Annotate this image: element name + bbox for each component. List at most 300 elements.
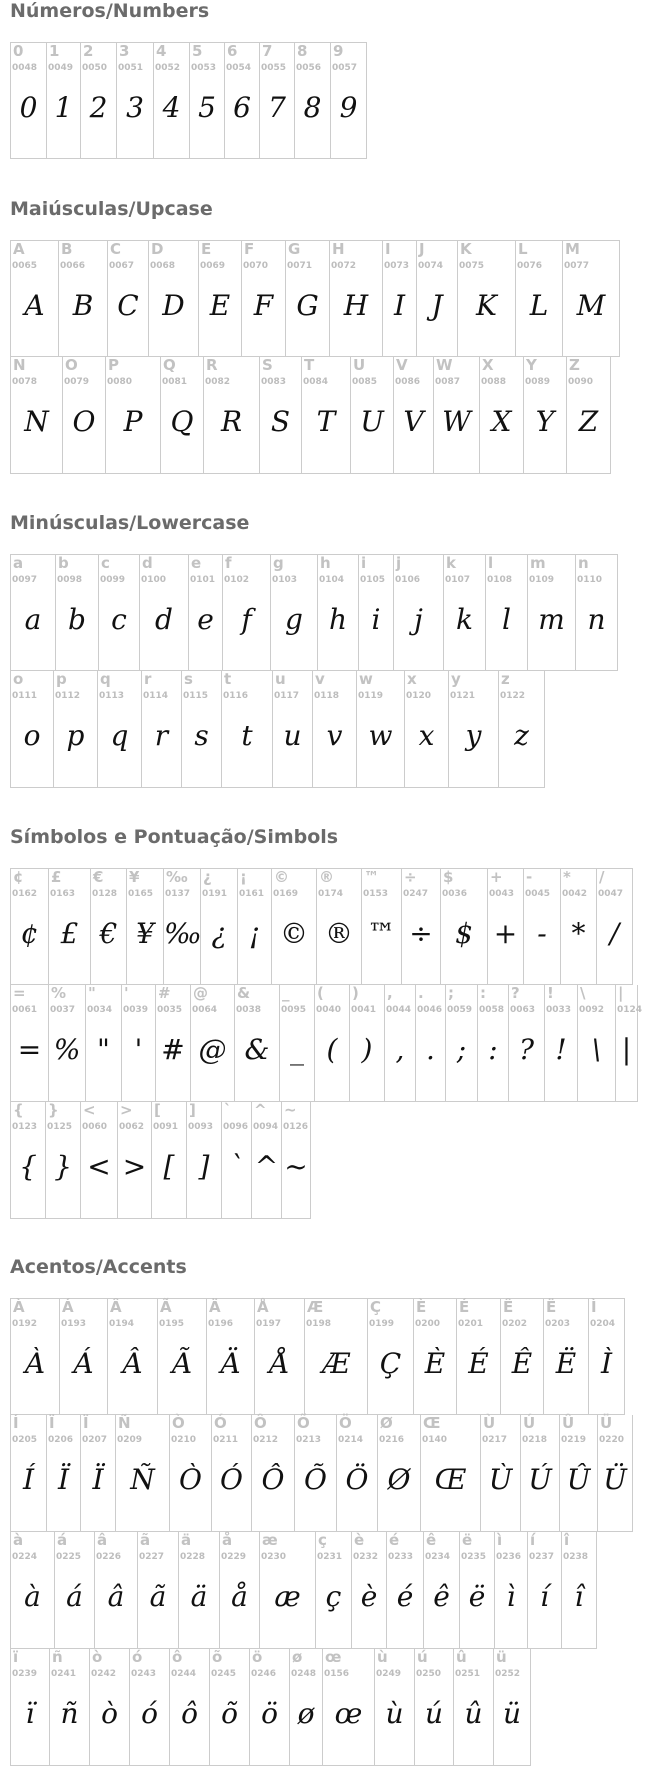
glyph-sample: t: [241, 719, 253, 752]
character-label: i: [361, 554, 367, 572]
character-label: ü: [496, 1648, 507, 1666]
character-label: ø: [292, 1648, 303, 1666]
character-label: á: [57, 1531, 68, 1549]
character-code: 0093: [188, 1122, 214, 1132]
character-code: 0085: [352, 377, 378, 387]
glyph-cell: [433, 357, 479, 474]
glyph-sample: ä: [190, 1580, 208, 1613]
glyph-cell: [384, 985, 415, 1102]
glyph-cell: [304, 1298, 367, 1415]
glyph-sample: Ê: [511, 1347, 533, 1380]
glyph-cell: [577, 985, 615, 1102]
glyph-row: [10, 1415, 660, 1532]
glyph-cell: [485, 554, 527, 671]
character-code: 0205: [12, 1435, 38, 1445]
glyph-cell: [508, 985, 544, 1102]
character-code: 0045: [525, 889, 551, 899]
character-code: 0174: [318, 889, 344, 899]
glyph-sample: ì: [506, 1580, 516, 1613]
glyph-sample: M: [576, 289, 606, 322]
glyph-sample: \: [591, 1033, 602, 1066]
glyph-sample: å: [231, 1580, 248, 1613]
glyph-cell: [221, 1102, 251, 1219]
glyph-cell: [317, 554, 358, 671]
glyph-cell: [10, 868, 48, 985]
glyph-cell: [46, 42, 80, 159]
character-label: u: [275, 670, 286, 688]
character-label: 0: [13, 42, 24, 60]
character-code: 0094: [253, 1122, 279, 1132]
character-code: 0052: [155, 63, 181, 73]
glyph-cell: [416, 240, 457, 357]
glyph-cell: [254, 1298, 304, 1415]
glyph-cell: [279, 985, 314, 1102]
glyph-sample: E: [209, 289, 231, 322]
glyph-cell: [10, 1298, 59, 1415]
glyph-cell: [169, 1649, 209, 1766]
glyph-sample: K: [476, 289, 497, 322]
glyph-sample: Ã: [171, 1347, 193, 1380]
character-code: 0077: [564, 261, 590, 271]
glyph-cell: [139, 554, 188, 671]
character-label: À: [13, 1298, 25, 1316]
character-label: P: [108, 356, 119, 374]
glyph-sample: ¡: [248, 917, 261, 950]
glyph-cell: [141, 671, 181, 788]
character-code: 0066: [60, 261, 86, 271]
section-title: Símbolos e Pontuação/Simbols: [10, 826, 339, 848]
character-code: 0061: [12, 1005, 38, 1015]
character-code: 0224: [12, 1552, 38, 1562]
glyph-cell: [222, 554, 270, 671]
character-label: ¢: [13, 868, 24, 886]
glyph-cell: [10, 554, 55, 671]
glyph-sample: I: [393, 289, 406, 322]
character-label: ;: [448, 984, 454, 1002]
character-code: 0212: [253, 1435, 279, 1445]
glyph-cell: [181, 671, 221, 788]
glyph-sample: Ï: [57, 1463, 70, 1496]
character-code: 0039: [123, 1005, 149, 1015]
character-code: 0196: [208, 1319, 234, 1329]
glyph-cell: [10, 1415, 46, 1532]
glyph-sample: €: [99, 917, 118, 950]
glyph-cell: [393, 554, 443, 671]
glyph-cell: [523, 357, 566, 474]
glyph-sample: O: [72, 405, 96, 438]
glyph-cell: [445, 985, 477, 1102]
character-label: ï: [13, 1648, 19, 1666]
glyph-cell: [10, 240, 58, 357]
character-code: 0035: [157, 1005, 183, 1015]
character-label: z: [501, 670, 510, 688]
character-code: 0244: [171, 1669, 197, 1679]
glyph-sample: ,: [395, 1033, 405, 1066]
character-label: ë: [462, 1531, 473, 1549]
glyph-cell: [129, 1649, 169, 1766]
glyph-sample: Ò: [179, 1463, 202, 1496]
glyph-cell: [596, 868, 633, 985]
glyph-sample: 3: [126, 91, 144, 124]
character-label: Œ: [423, 1414, 441, 1432]
glyph-cell: [190, 985, 234, 1102]
glyph-sample: ®: [325, 917, 353, 950]
character-code: 0226: [96, 1552, 122, 1562]
glyph-cell: [224, 42, 259, 159]
glyph-sample: Ë: [555, 1347, 577, 1380]
glyph-sample: X: [491, 405, 512, 438]
character-code: 0096: [223, 1122, 249, 1132]
character-code: 0128: [92, 889, 118, 899]
glyph-sample: l: [502, 603, 511, 636]
glyph-sample: Ñ: [130, 1463, 155, 1496]
character-label: ": [88, 984, 96, 1002]
character-code: 0100: [141, 575, 167, 585]
character-code: 0192: [12, 1319, 38, 1329]
glyph-cell: [10, 985, 48, 1102]
character-label: ò: [92, 1648, 103, 1666]
glyph-sample: õ: [221, 1697, 238, 1730]
glyph-sample: (: [326, 1033, 338, 1066]
glyph-sample: -: [537, 917, 547, 950]
character-code: 0058: [479, 1005, 505, 1015]
character-label: Â: [110, 1298, 122, 1316]
character-label: È: [416, 1298, 427, 1316]
character-label: ú: [417, 1648, 428, 1666]
character-label: Æ: [307, 1298, 324, 1316]
character-label: Õ: [297, 1414, 310, 1432]
character-label: t: [224, 670, 232, 688]
glyph-sample: h: [328, 603, 348, 636]
character-label: |: [618, 984, 624, 1002]
character-code: 0193: [61, 1319, 87, 1329]
character-code: 0041: [351, 1005, 377, 1015]
character-label: d: [142, 554, 153, 572]
glyph-sample: U: [360, 405, 384, 438]
glyph-sample: ': [134, 1033, 143, 1066]
glyph-cell: [588, 1298, 625, 1415]
character-code: 0068: [150, 261, 176, 271]
glyph-sample: ": [97, 1033, 110, 1066]
character-label: 5: [192, 42, 203, 60]
glyph-sample: W: [442, 405, 471, 438]
section-lowercase: [10, 512, 660, 788]
character-label: U: [353, 356, 366, 374]
character-code: 0194: [109, 1319, 135, 1329]
character-code: 0038: [236, 1005, 262, 1015]
character-code: 0089: [525, 377, 551, 387]
character-label: 4: [156, 42, 167, 60]
glyph-sample: ~: [284, 1150, 308, 1183]
glyph-sample: c: [111, 603, 127, 636]
glyph-cell: [80, 42, 116, 159]
glyph-cell: [10, 357, 62, 474]
glyph-sample: T: [316, 405, 336, 438]
character-label: à: [13, 1531, 24, 1549]
glyph-sample: P: [123, 405, 143, 438]
character-code: 0137: [165, 889, 191, 899]
glyph-cell: [350, 357, 393, 474]
character-code: 0104: [319, 575, 345, 585]
character-label: &: [237, 984, 251, 1002]
glyph-cell: [211, 1415, 251, 1532]
glyph-cell: [89, 1649, 129, 1766]
character-code: 0243: [131, 1669, 157, 1679]
character-label: í: [530, 1531, 536, 1549]
glyph-sample: .: [426, 1033, 435, 1066]
character-code: 0087: [435, 377, 461, 387]
glyph-cell: [45, 1102, 80, 1219]
glyph-cell: [10, 1532, 54, 1649]
glyph-sample: k: [456, 603, 473, 636]
character-label: ñ: [52, 1648, 63, 1666]
character-label: C: [110, 240, 122, 258]
character-code: 0251: [455, 1669, 481, 1679]
section-accents: [10, 1256, 660, 1766]
character-label: Á: [62, 1298, 74, 1316]
glyph-cell: [523, 868, 560, 985]
glyph-sample: 6: [233, 91, 251, 124]
glyph-cell: [90, 868, 126, 985]
glyph-cell: [116, 42, 153, 159]
glyph-cell: [322, 1649, 374, 1766]
character-label: L: [518, 240, 528, 258]
character-label: Û: [562, 1414, 575, 1432]
character-code: 0109: [529, 575, 555, 585]
character-code: 0080: [107, 377, 133, 387]
glyph-sample: *: [571, 917, 586, 950]
glyph-sample: Ó: [220, 1463, 243, 1496]
character-label: 2: [83, 42, 94, 60]
glyph-sample: ú: [424, 1697, 444, 1730]
character-label: V: [396, 356, 408, 374]
glyph-sample: ï: [25, 1697, 35, 1730]
character-code: 0043: [489, 889, 515, 899]
glyph-sample: Z: [578, 405, 599, 438]
section-title: Minúsculas/Lowercase: [10, 512, 250, 534]
glyph-cell: [97, 671, 141, 788]
glyph-sample: Ù: [488, 1463, 513, 1496]
glyph-sample: _: [290, 1033, 304, 1066]
character-label: O: [65, 356, 78, 374]
character-label: ö: [252, 1648, 263, 1666]
character-code: 0097: [12, 575, 38, 585]
character-code: 0245: [211, 1669, 237, 1679]
character-code: 0083: [261, 377, 287, 387]
glyph-sample: o: [23, 719, 41, 752]
glyph-sample: ñ: [60, 1697, 79, 1730]
glyph-cell: [281, 1102, 311, 1219]
character-code: 0098: [57, 575, 83, 585]
character-label: h: [320, 554, 331, 572]
character-label: Ç: [370, 1298, 382, 1316]
glyph-sample: }: [54, 1150, 72, 1183]
glyph-sample: ø: [297, 1697, 315, 1730]
character-label: ì: [497, 1531, 503, 1549]
glyph-cell: [98, 554, 139, 671]
character-code: 0124: [617, 1005, 643, 1015]
glyph-cell: [414, 1649, 453, 1766]
glyph-cell: [209, 1649, 249, 1766]
glyph-sample: i: [371, 603, 381, 636]
character-code: 0059: [447, 1005, 473, 1015]
glyph-cell: [48, 985, 85, 1102]
glyph-cell: [314, 985, 349, 1102]
glyph-sample: ã: [149, 1580, 167, 1613]
glyph-cell: [615, 984, 643, 1102]
glyph-cell: [148, 240, 198, 357]
character-label: Ó: [214, 1414, 227, 1432]
glyph-cell: [137, 1532, 178, 1649]
glyph-sample: ‰: [164, 917, 202, 950]
character-code: 0103: [272, 575, 298, 585]
glyph-sample: @: [198, 1033, 227, 1066]
character-label: <: [83, 1101, 96, 1119]
glyph-cell: [479, 357, 523, 474]
character-label: I: [385, 240, 391, 258]
character-label: Y: [526, 356, 537, 374]
glyph-cell: [121, 985, 155, 1102]
glyph-sample: ¥: [136, 917, 154, 950]
character-code: 0099: [100, 575, 126, 585]
glyph-sample: Û: [566, 1463, 591, 1496]
character-label: `: [224, 1101, 232, 1119]
glyph-cell: [10, 1649, 49, 1766]
glyph-cell: [382, 240, 416, 357]
glyph-sample: Ü: [603, 1463, 627, 1496]
character-label: ç: [318, 1531, 327, 1549]
glyph-cell: [413, 1298, 456, 1415]
character-code: 0201: [458, 1319, 484, 1329]
glyph-cell: [500, 1298, 543, 1415]
glyph-sample: ó: [141, 1697, 158, 1730]
glyph-sample: S: [270, 405, 291, 438]
glyph-sample: £: [60, 917, 79, 950]
glyph-sample: Á: [73, 1347, 94, 1380]
glyph-cell: [386, 1532, 423, 1649]
character-label: !: [547, 984, 554, 1002]
glyph-sample: 8: [303, 91, 322, 124]
character-label: ,: [387, 984, 393, 1002]
glyph-sample: ê: [433, 1580, 450, 1613]
glyph-sample: N: [24, 405, 49, 438]
character-code: 0092: [579, 1005, 605, 1015]
character-code: 0065: [12, 261, 38, 271]
glyph-sample: {: [19, 1150, 37, 1183]
glyph-cell: [153, 42, 189, 159]
character-label: G: [288, 240, 301, 258]
character-code: 0040: [316, 1005, 342, 1015]
glyph-sample: ç: [325, 1580, 342, 1613]
glyph-sample: :: [488, 1033, 498, 1066]
glyph-sample: ö: [261, 1697, 278, 1730]
character-label: J: [419, 240, 425, 258]
character-label: Ê: [503, 1298, 514, 1316]
glyph-cell: [271, 868, 316, 985]
character-code: 0114: [143, 691, 169, 701]
character-code: 0227: [139, 1552, 165, 1562]
glyph-row: [10, 868, 660, 985]
character-code: 0206: [48, 1435, 74, 1445]
character-label: K: [460, 240, 472, 258]
glyph-sample: e: [197, 603, 214, 636]
glyph-sample: n: [587, 603, 606, 636]
character-label: Q: [163, 356, 176, 374]
character-code: 0247: [403, 889, 429, 899]
character-code: 0113: [99, 691, 125, 701]
glyph-cell: [105, 357, 160, 474]
glyph-cell: [423, 1532, 459, 1649]
glyph-cell: [561, 1532, 597, 1649]
character-code: 0074: [418, 261, 444, 271]
character-code: 0225: [56, 1552, 82, 1562]
glyph-sample: û: [464, 1697, 483, 1730]
glyph-sample: `: [229, 1150, 244, 1183]
glyph-sample: Ì: [600, 1347, 613, 1380]
character-label: â: [97, 1531, 108, 1549]
glyph-sample: ò: [101, 1697, 118, 1730]
glyph-sample: 0: [19, 91, 38, 124]
glyph-cell: [237, 868, 271, 985]
character-label: ^: [254, 1101, 267, 1119]
character-label: R: [206, 356, 218, 374]
character-label: 1: [49, 42, 60, 60]
character-code: 0116: [223, 691, 249, 701]
character-label: 7: [262, 42, 273, 60]
character-label: è: [354, 1531, 365, 1549]
glyph-sample: ?: [518, 1033, 534, 1066]
glyph-cell: [420, 1415, 480, 1532]
glyph-cell: [289, 1649, 322, 1766]
character-label: Ö: [339, 1414, 352, 1432]
section-title: Acentos/Accents: [10, 1256, 187, 1278]
character-label: Ï: [83, 1414, 89, 1432]
glyph-cell: [351, 1532, 386, 1649]
glyph-sample: ;: [456, 1033, 467, 1066]
character-code: 0048: [12, 63, 38, 73]
character-code: 0081: [162, 377, 188, 387]
glyph-sample: g: [285, 603, 303, 636]
character-code: 0236: [496, 1552, 522, 1562]
character-label: \: [580, 984, 586, 1002]
glyph-sample: +: [493, 917, 518, 950]
character-code: 0078: [12, 377, 38, 387]
glyph-sample: r: [154, 719, 169, 752]
glyph-cell: [404, 671, 448, 788]
glyph-cell: [48, 868, 90, 985]
character-label: Ò: [172, 1414, 185, 1432]
character-label: ã: [140, 1531, 151, 1549]
section-symbols: [10, 826, 660, 1219]
character-label: É: [459, 1298, 470, 1316]
glyph-cell: [62, 357, 105, 474]
character-label: ù: [377, 1648, 388, 1666]
character-code: 0110: [577, 575, 603, 585]
character-label: Å: [257, 1298, 269, 1316]
character-code: 0036: [442, 889, 468, 899]
character-label: n: [578, 554, 589, 572]
glyph-sample: æ: [274, 1580, 301, 1613]
glyph-row: [10, 1649, 660, 1766]
character-code: 0125: [47, 1122, 73, 1132]
character-label: #: [158, 984, 171, 1002]
character-label: 8: [297, 42, 308, 60]
glyph-cell: [515, 240, 562, 357]
character-code: 0069: [200, 261, 226, 271]
glyph-grid: [10, 240, 660, 474]
glyph-grid: [10, 42, 660, 159]
character-code: 0169: [273, 889, 299, 899]
